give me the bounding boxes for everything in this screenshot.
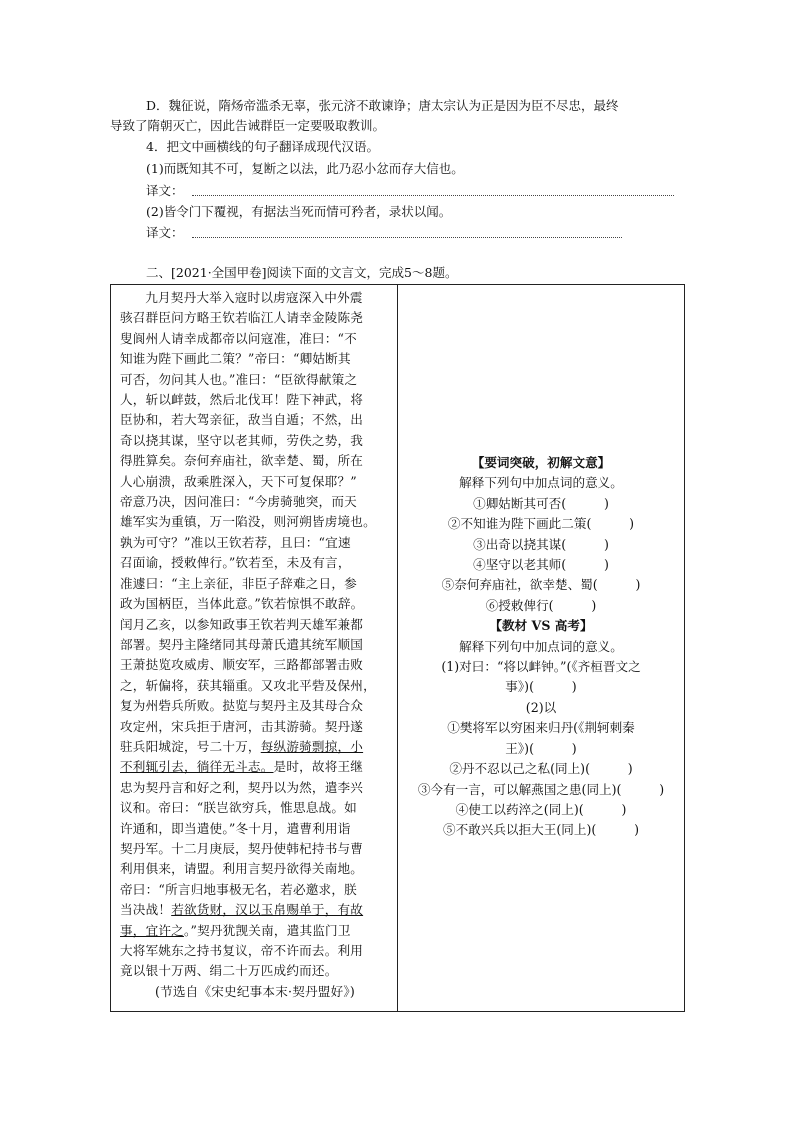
exercise-cell	[398, 285, 685, 1012]
passage-line: 部署。契丹主隆绪同其母萧氏遣其统军顺国	[120, 636, 364, 652]
exercise-item: ③出奇以挠其谋( )	[473, 536, 609, 552]
exercise-item: ②丹不忍以己之私(同上)( )	[449, 761, 633, 777]
exercise-items-1	[398, 494, 684, 616]
passage-line: 孰为可守？”准以王钦若荐，且曰：“宜速	[120, 534, 351, 550]
passage-line: 忠为契丹言和好之利，契丹以为然，遣李兴	[120, 779, 364, 795]
heading-textbook-vs-exam: 【教材 VS 高考】	[489, 618, 593, 634]
exercise-item: ④坚守以老其师( )	[473, 557, 609, 573]
passage-line: 臣协和，若大驾亲征，敌当自遁；不然，出	[120, 412, 364, 428]
exercise-item: ①卿姑断其可否( )	[473, 495, 609, 511]
passage-line: 帝意乃决，因问准曰：“今虏骑驰突，而天	[120, 494, 357, 510]
exercise-item: ④使工以药淬之(同上)( )	[455, 801, 627, 817]
passage-line: 叟阆州人请幸成都帝以问寇准，准曰：“不	[120, 330, 357, 346]
exercise-item: ②不知谁为陛下画此二策( )	[447, 516, 635, 532]
underlined-sentence-2a: 若欲货财，汉以玉帛赐单于，有故	[171, 902, 364, 918]
option-d-line1: D．魏征说，隋炀帝滥杀无辜，张元济不敢谏诤；唐太宗认为正是因为臣不尽忠，最终	[146, 98, 619, 113]
passage-after-underline-2: 。”契丹犹觊关南，遣其监门卫	[183, 922, 351, 938]
passage-line: 之，斩偏将，获其辎重。又攻北平砦及保州，	[120, 677, 376, 693]
question-4: 4．把文中画横线的句子翻译成现代汉语。	[146, 139, 379, 154]
option-d-line2: 导致了隋朝灭亡，因此告诫群臣一定要吸取教训。	[110, 118, 386, 133]
exercise-item: ⑤奈何弃庙社，欲幸楚、蜀( )	[441, 577, 641, 593]
translation-label-1: 译文：	[146, 183, 184, 198]
q1-line-1: (1)对曰：“将以衅钟。”(《齐桓晋文之	[441, 659, 641, 675]
passage-after-underline-1: 是时，故将王继	[273, 759, 364, 775]
passage-part-4	[120, 900, 390, 941]
classical-passage	[111, 285, 397, 1002]
passage-line: 准遽曰：“主上亲征，非臣子辞难之日，参	[120, 575, 357, 591]
passage-part-4-lead: 当决战！	[120, 902, 172, 918]
q2-label: (2)以	[525, 699, 557, 715]
heading-key-words: 【要词突破，初解文意】	[471, 455, 611, 470]
underlined-sentence-2b: 事，宜许之	[120, 922, 184, 938]
exercise-items-2	[398, 718, 684, 840]
passage-table	[110, 284, 685, 1012]
passage-line: 政为国柄臣，当体此意。”钦若惊惧不敢辞。	[120, 596, 364, 612]
passage-line: 许通和，即当遣使。”冬十月，遣曹利用诣	[120, 820, 351, 836]
passage-line: 人心崩溃，敌乘胜深入，天下可复保耶？”	[120, 473, 357, 489]
instruction-1: 解释下列句中加点词的意义。	[459, 475, 623, 491]
underlined-sentence-1b: 不利辄引去，徜徉无斗志。	[120, 759, 274, 775]
passage-line: 雄军实为重镇，万一陷没，则河朔皆虏境也。	[120, 514, 376, 530]
passage-line: 骇召群臣问方略王钦若临江人请幸金陵陈尧	[120, 310, 364, 326]
passage-part-2	[120, 737, 390, 778]
passage-line: 王萧挞览攻威虏、顺安军，三路都部署击败	[120, 657, 364, 673]
passage-line: 帝曰：“所言归地事极无名，若必邀求，朕	[120, 881, 357, 897]
instruction-2: 解释下列句中加点词的意义。	[459, 638, 623, 654]
passage-line: 人，斩以衅鼓，然后北伐耳！陛下神武，将	[120, 392, 364, 408]
translation-label-2: 译文：	[146, 225, 184, 240]
exercise-item: ⑤不敢兴兵以拒大王(同上)( )	[443, 822, 639, 838]
passage-part-5	[120, 941, 390, 982]
passage-source: (节选自《宋史纪事本末·契丹盟好》)	[154, 983, 356, 999]
passage-line: 攻定州，宋兵拒于唐河，击其游骑。契丹遂	[120, 718, 364, 734]
exercise-item: 王》)( )	[505, 740, 577, 756]
passage-line: 知谁为陛下画此二策？”帝曰：“卿姑断其	[120, 351, 351, 367]
translation-answer-line-1[interactable]	[192, 195, 674, 196]
q1-line-2: 事》)( )	[505, 679, 577, 695]
section-2-title: 二、[2021·全国甲卷]阅读下面的文言文，完成5～8题。	[146, 265, 458, 280]
passage-line: 竟以银十万两、绢二十万匹成约而还。	[120, 963, 338, 979]
passage-line: 契丹军。十二月庚辰，契丹使韩杞持书与曹	[120, 840, 364, 856]
passage-line: 可否，勿问其人也。”准曰：“臣欲得献策之	[120, 371, 358, 387]
passage-line: 召面谕，授敕俾行。”钦若至，未及有言，	[120, 555, 351, 571]
passage-line: 大将军姚东之持书复议，帝不许而去。利用	[120, 943, 364, 958]
passage-part-2-lead: 驻兵阳城淀，号二十万，	[120, 738, 261, 754]
passage-cell	[111, 285, 398, 1012]
passage-line: 九月契丹大举入寇时以虏寇深入中外震	[145, 290, 363, 305]
translation-answer-line-2[interactable]	[192, 237, 622, 238]
exercise-block	[398, 453, 684, 841]
passage-line: 奇以挠其谋，坚守以老其师，劳佚之势，我	[120, 432, 364, 448]
passage-part-3	[120, 778, 390, 900]
passage-part-1	[120, 288, 390, 737]
passage-line: 得胜算矣。奈何弃庙社，欲幸楚、蜀，所在	[120, 453, 364, 469]
exercise-item: ①樊将军以穷困来归丹(《荆轲刺秦	[447, 720, 635, 736]
passage-line: 复为州砦兵所败。挞览与契丹主及其母合众	[120, 698, 364, 714]
underlined-sentence-1a: 每纵游骑剽掠，小	[260, 738, 364, 754]
passage-line: 议和。帝曰：“朕岂欲穷兵，惟思息战。如	[120, 800, 357, 816]
exercise-item: ③今有一言，可以解燕国之患(同上)( )	[417, 781, 665, 797]
exercise-item: ⑥授敕俾行( )	[485, 597, 597, 613]
passage-line: 闰月乙亥，以参知政事王钦若判天雄军兼都	[120, 616, 364, 632]
passage-line: 利用俱来，请盟。利用言契丹欲得关南地。	[120, 861, 364, 877]
question-4-sentence-2: (2)皆令门下覆视，有据法当死而情可矜者，录状以闻。	[146, 204, 452, 219]
question-4-sentence-1: (1)而既知其不可，复断之以法，此乃忍小忿而存大信也。	[146, 161, 464, 176]
